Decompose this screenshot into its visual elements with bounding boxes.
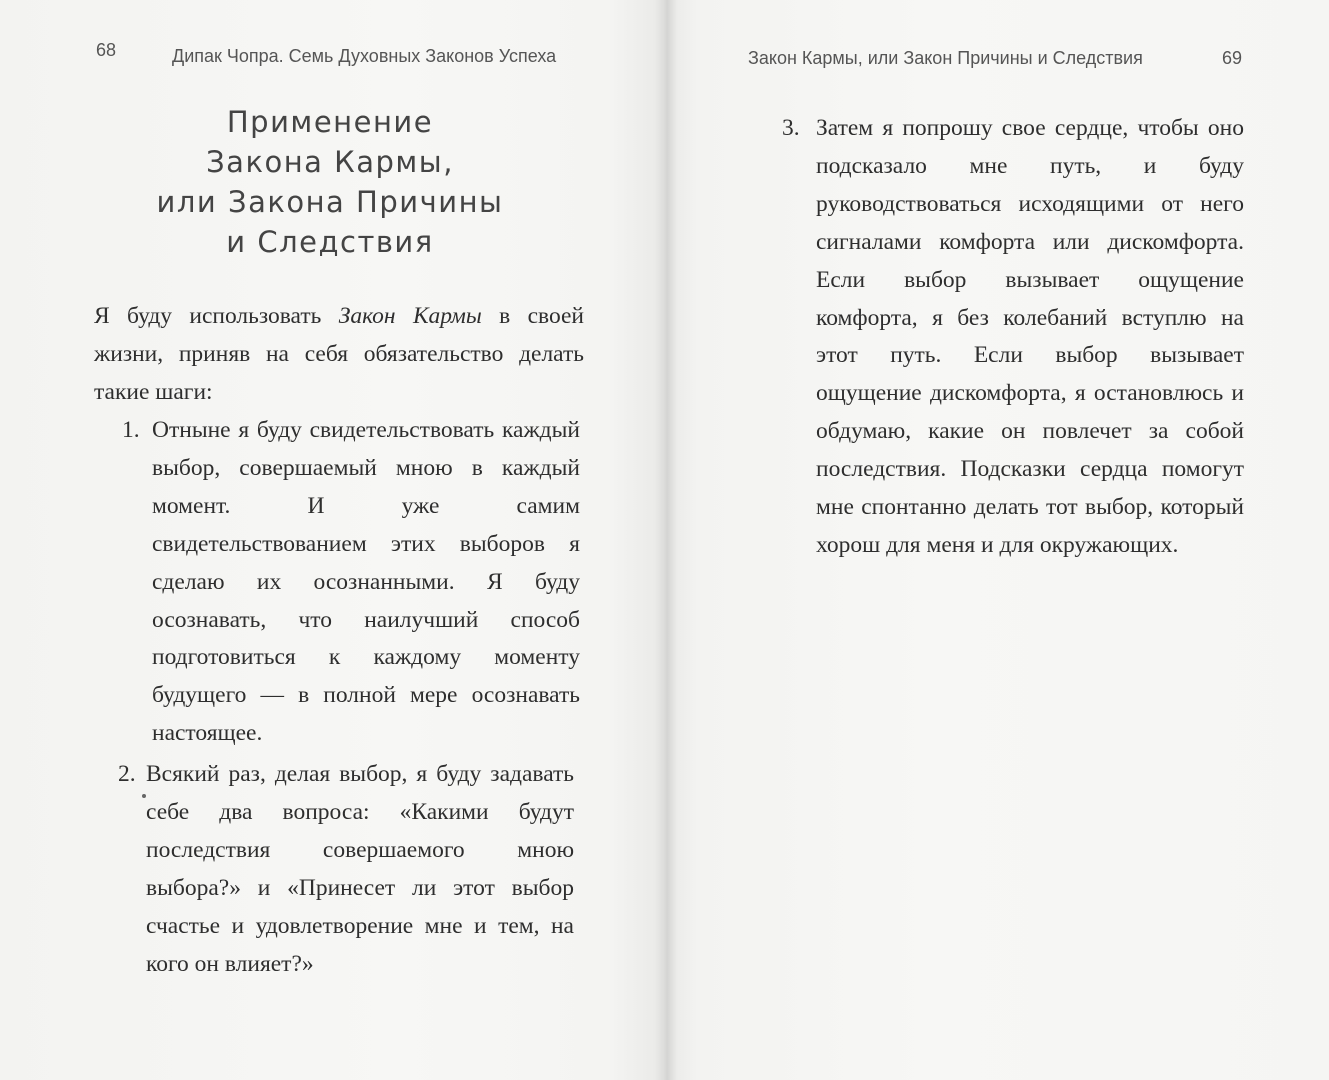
chapter-title-line: Закона Кармы, bbox=[206, 145, 454, 179]
intro-emphasis: Закон Кармы bbox=[338, 303, 482, 329]
list-item-number: 3. bbox=[782, 115, 800, 141]
list-item-text: Затем я попрошу свое сердце, чтобы оно подсказало мне путь, и буду руководствоваться исходящими от него сигналами комфорта или дискомфорта. Если выбор вызывает ощущение комфорта, я без колебаний вступлю на этот путь. Если выбор вызывает ощущение дискомфорта, я остановлюсь и обдумаю, какие он повлечет за собой последствия. Подсказки сердца помогут мне спонтанно делать тот выбор, который хорош для меня и для окружающих. bbox=[816, 115, 1244, 558]
list-item-number: 2. bbox=[118, 761, 136, 787]
book-gutter bbox=[655, 0, 677, 1080]
chapter-title-line: или Закона Причины bbox=[156, 185, 504, 219]
intro-text: в своей жизни, приняв на себя обязательство делать такие шаги: bbox=[94, 303, 584, 405]
chapter-title-line: Применение bbox=[226, 105, 434, 139]
intro-text: Я буду использовать bbox=[94, 303, 339, 329]
chapter-title-line: и Следствия bbox=[226, 225, 434, 259]
chapter-title bbox=[80, 102, 580, 262]
list-item-text: Отныне я буду свидетельствовать каждый выбор, совершаемый мною в каждый момент. И уже самим свидетельствованием этих выборов я сделаю их осознанными. Я буду осознавать, что наилучший способ подготовиться к каждому моменту будущего — в полной мере осознавать настоящее. bbox=[152, 417, 580, 747]
page-number: 69 bbox=[1222, 48, 1243, 68]
right-page bbox=[664, 0, 1329, 1080]
list-item-number: 1. bbox=[122, 417, 140, 443]
page-number: 68 bbox=[96, 40, 117, 60]
left-page bbox=[0, 0, 664, 1080]
running-title: Закон Кармы, или Закон Причины и Следствия bbox=[748, 48, 1143, 68]
paper-speck bbox=[142, 794, 146, 798]
running-title: Дипак Чопра. Семь Духовных Законов Успеха bbox=[172, 46, 557, 66]
list-item-text: Всякий раз, делая выбор, я буду задавать себе два вопроса: «Какими будут последствия совершаемого мною выбора?» и «Принесет ли этот выбор счастье и удовлетворение мне и тем, на кого он влияет?» bbox=[146, 761, 574, 977]
intro-paragraph bbox=[94, 298, 584, 412]
